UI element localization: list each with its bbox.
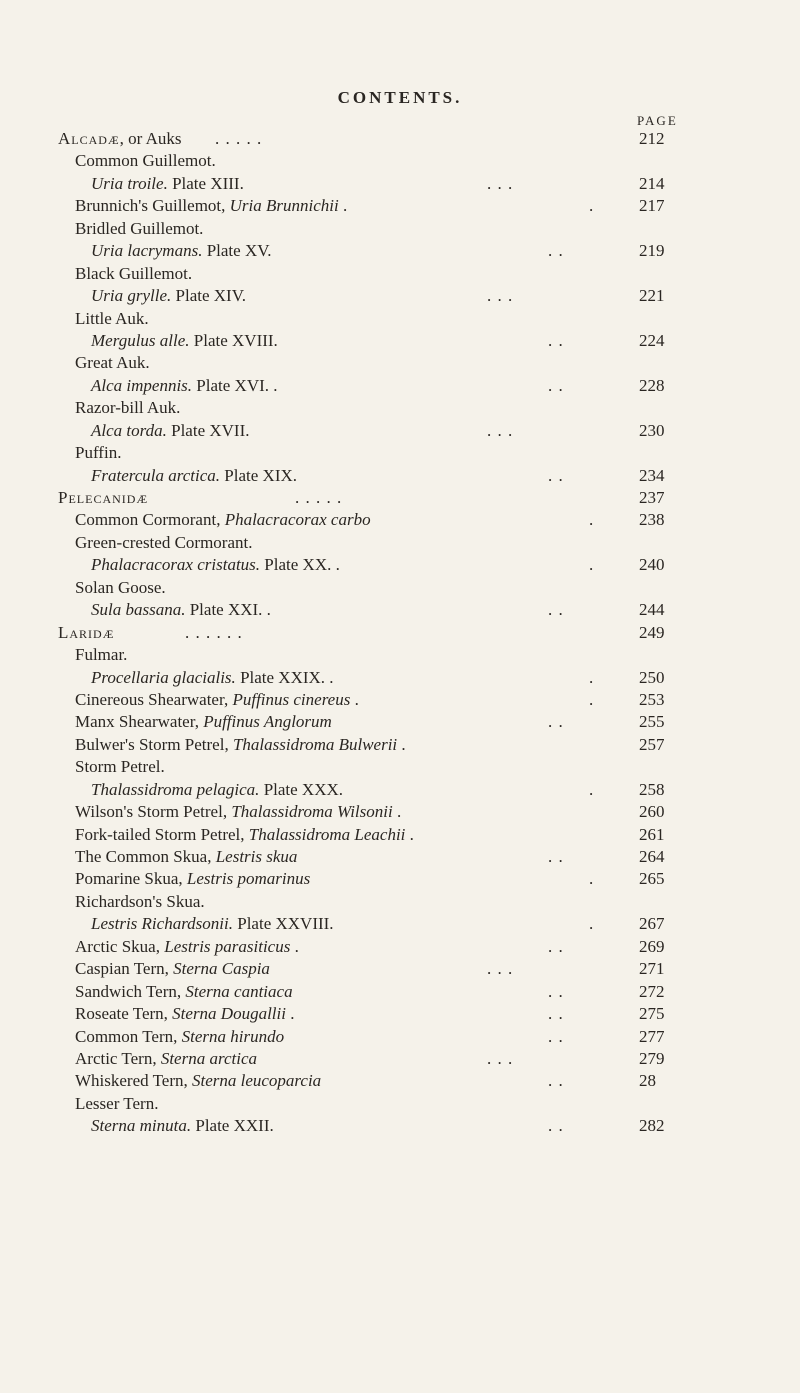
page-number: 269 (639, 936, 665, 956)
latin-name: Uria grylle. (91, 286, 172, 306)
entry-text: Plate XIX. (220, 465, 298, 485)
entry-text: Green-crested Cormorant. (75, 532, 253, 552)
entry-title (91, 173, 244, 195)
page-number: 238 (639, 510, 665, 530)
entry-title (75, 577, 166, 599)
entry-text: Lesser Tern. (75, 1093, 159, 1113)
entry-text: Wilson's Storm Petrel, (75, 802, 232, 822)
entry-title (91, 1115, 274, 1137)
latin-name: Alca impennis. (91, 375, 193, 395)
leader-dots: . (589, 914, 595, 934)
leader-dots: . . . (487, 420, 514, 440)
latin-name: Thalassidroma Wilsonii (231, 802, 393, 822)
entry-text: Bulwer's Storm Petrel, (75, 734, 233, 754)
leader-dots: . . (548, 936, 564, 956)
entry-text: Plate XXVIII. (233, 914, 334, 934)
leader-dots: . . (548, 712, 564, 732)
leader-dots: . . . (487, 1048, 514, 1068)
entry-text: Plate XVII. (166, 420, 250, 440)
entry-title (75, 958, 270, 980)
entry-title (91, 285, 246, 307)
entry-text: Common Tern, (75, 1026, 182, 1046)
contents-row (0, 420, 800, 442)
entry-text: . (392, 802, 402, 822)
contents-row (0, 644, 800, 666)
page-number: 228 (639, 375, 665, 395)
page-number: 253 (639, 689, 665, 709)
leader-dots: . . . (487, 959, 514, 979)
entry-title (75, 644, 127, 666)
leader-dots: . . . . . . (185, 622, 243, 642)
entry-title (75, 868, 310, 890)
entry-text: . (338, 196, 348, 216)
leader-dots: . (589, 779, 595, 799)
contents-row (0, 218, 800, 240)
page-number: 244 (639, 600, 665, 620)
entry-text: Pomarine Skua, (75, 869, 187, 889)
entry-text: Plate XVI. . (192, 375, 278, 395)
leader-dots: . . (548, 1026, 564, 1046)
latin-name: Lestris pomarinus (186, 869, 311, 889)
contents-row (0, 622, 800, 644)
entry-text: . (290, 936, 299, 956)
entry-title (58, 128, 182, 150)
contents-row (0, 1115, 800, 1137)
leader-dots: . . (548, 1116, 564, 1136)
contents-row (0, 285, 800, 307)
entry-title (91, 554, 340, 576)
entry-text: Razor-bill Auk. (75, 398, 181, 418)
latin-name: Lestris Richardsonii. (91, 914, 233, 934)
contents-row (0, 711, 800, 733)
entry-text: Arctic Tern, (75, 1048, 161, 1068)
contents-row (0, 801, 800, 823)
entry-title (75, 263, 192, 285)
latin-name: Sterna hirundo (181, 1026, 285, 1046)
entry-title (75, 1003, 294, 1025)
latin-name: Thalassidroma Bulwerii (232, 734, 398, 754)
page-number: 275 (639, 1004, 665, 1024)
entry-title (75, 756, 165, 778)
leader-dots: . (589, 667, 595, 687)
entry-title (75, 352, 150, 374)
leader-dots: . . (548, 847, 564, 866)
page-number: 240 (639, 555, 665, 575)
latin-name: Sterna leucoparcia (191, 1071, 322, 1091)
entry-text: Plate XXX. (259, 779, 344, 799)
entry-text: Plate XVIII. (189, 330, 278, 350)
latin-name: Uria lacrymans. (91, 241, 203, 261)
entry-title (75, 891, 205, 913)
entry-title (75, 801, 401, 823)
latin-name: Fratercula arctica. (91, 465, 221, 485)
contents-row (0, 824, 800, 846)
leader-dots: . (589, 689, 595, 709)
contents-row (0, 487, 800, 509)
entry-text: Roseate Tern, (75, 1004, 173, 1024)
leader-dots: . . (548, 241, 564, 261)
entry-title (91, 779, 343, 801)
contents-row (0, 375, 800, 397)
latin-name: Puffinus cinereus (232, 689, 351, 709)
entry-title (91, 420, 250, 442)
leader-dots: . . . . . (295, 488, 343, 507)
contents-row (0, 465, 800, 487)
entry-text: . (405, 824, 414, 844)
entry-text: Little Auk. (75, 308, 149, 328)
page-number: 272 (639, 981, 665, 1001)
latin-name: Sterna Caspia (173, 959, 270, 979)
page-number: 234 (639, 465, 665, 485)
page-number: 214 (639, 173, 665, 193)
entry-title (75, 711, 332, 733)
leader-dots: . (589, 510, 595, 530)
page-number: 224 (639, 330, 665, 350)
entry-title (75, 308, 149, 330)
contents-row (0, 554, 800, 576)
entry-text: Plate XX. . (260, 555, 340, 575)
page-number: 277 (639, 1026, 665, 1046)
leader-dots: . . . (487, 173, 514, 193)
entry-text: Pelecanidæ (58, 488, 149, 507)
page-number: 237 (639, 488, 665, 507)
contents-row (0, 352, 800, 374)
contents-row (0, 958, 800, 980)
entry-title (91, 599, 271, 621)
entry-title (91, 330, 278, 352)
latin-name: Mergulus alle. (91, 330, 190, 350)
latin-name: Lestris parasiticus (164, 936, 291, 956)
entry-title (91, 240, 272, 262)
entry-text: Caspian Tern, (75, 959, 174, 979)
entry-text: Plate XXII. (191, 1116, 274, 1136)
contents-row (0, 846, 800, 868)
contents-list (0, 128, 800, 1138)
leader-dots: . (589, 196, 595, 216)
leader-dots: . . (548, 600, 564, 620)
page-number: 271 (639, 959, 665, 979)
leader-dots: . . (548, 465, 564, 485)
leader-dots: . . (548, 1071, 564, 1091)
page-number: 221 (639, 286, 665, 306)
entry-text: , or Auks (119, 129, 182, 148)
latin-name: Thalassidroma Leachii (248, 824, 406, 844)
page-heading: CONTENTS. (337, 88, 463, 107)
entry-text: Arctic Skua, (75, 936, 165, 956)
entry-title (75, 442, 121, 464)
contents-row (0, 442, 800, 464)
latin-name: Procellaria glacialis. (91, 667, 236, 687)
entry-title (75, 689, 359, 711)
contents-row (0, 756, 800, 778)
contents-row (0, 689, 800, 711)
entry-text: Sandwich Tern, (75, 981, 186, 1001)
page-number: 230 (639, 420, 665, 440)
latin-name: Puffinus Anglorum (203, 712, 332, 732)
page-number: 255 (639, 712, 665, 732)
entry-text: The Common Skua, (75, 847, 216, 866)
contents-row (0, 308, 800, 330)
entry-text: Common Cormorant, (75, 510, 225, 530)
page-number: 264 (639, 847, 665, 866)
entry-title (91, 913, 334, 935)
page-number: 257 (639, 734, 665, 754)
entry-text: . (397, 734, 406, 754)
leader-dots: . . (548, 330, 564, 350)
entry-title (75, 734, 406, 756)
page-number: 212 (639, 129, 665, 148)
page-number: 28 (639, 1071, 656, 1091)
latin-name: Thalassidroma pelagica. (91, 779, 260, 799)
contents-row (0, 240, 800, 262)
entry-title (75, 195, 347, 217)
entry-title (75, 218, 203, 240)
contents-row (0, 1003, 800, 1025)
contents-row (0, 577, 800, 599)
contents-row (0, 195, 800, 217)
entry-text: Storm Petrel. (75, 757, 165, 777)
page-number: 258 (639, 779, 665, 799)
contents-row (0, 779, 800, 801)
entry-text: Plate XXI. . (185, 600, 271, 620)
contents-row (0, 981, 800, 1003)
entry-title (58, 487, 148, 509)
page-number: 267 (639, 914, 665, 934)
entry-title (75, 509, 371, 531)
contents-row (0, 599, 800, 621)
entry-title (75, 1026, 284, 1048)
entry-title (91, 667, 334, 689)
entry-text: Alcadæ (58, 129, 120, 148)
latin-name: Sterna minuta. (91, 1116, 192, 1136)
contents-row (0, 397, 800, 419)
entry-text: Richardson's Skua. (75, 891, 205, 911)
leader-dots: . . (548, 375, 564, 395)
page-number: 250 (639, 667, 665, 687)
entry-title (75, 532, 252, 554)
leader-dots: . (589, 555, 595, 575)
entry-title (91, 465, 297, 487)
entry-text: Great Auk. (75, 353, 150, 373)
entry-title (75, 824, 414, 846)
contents-row (0, 891, 800, 913)
page-column-label: PAGE (637, 113, 678, 128)
contents-row (0, 509, 800, 531)
contents-row (0, 913, 800, 935)
entry-text: Manx Shearwater, (75, 712, 204, 732)
latin-name: Phalacracorax cristatus. (91, 555, 261, 575)
page-number: 219 (639, 241, 665, 261)
page-number: 265 (639, 869, 665, 889)
entry-title (75, 1070, 321, 1092)
contents-row (0, 532, 800, 554)
entry-title (75, 936, 299, 958)
page-number: 249 (639, 622, 665, 642)
contents-row (0, 1093, 800, 1115)
contents-row (0, 868, 800, 890)
entry-text: Puffin. (75, 443, 122, 463)
page-number: 261 (639, 824, 665, 844)
leader-dots: . . . . . (215, 129, 263, 148)
entry-text: . (285, 1004, 295, 1024)
contents-row (0, 1070, 800, 1092)
page-number: 279 (639, 1048, 665, 1068)
entry-text: Solan Goose. (75, 577, 166, 597)
entry-text: Bridled Guillemot. (75, 218, 204, 238)
entry-text: Plate XXIX. . (235, 667, 334, 687)
entry-text: Cinereous Shearwater, (75, 689, 233, 709)
entry-text: Plate XV. (202, 241, 272, 261)
page-number: 282 (639, 1116, 665, 1136)
latin-name: Sula bassana. (91, 600, 186, 620)
leader-dots: . (589, 869, 595, 889)
leader-dots: . . . (487, 286, 514, 306)
latin-name: Phalacracorax carbo (224, 510, 371, 530)
entry-title (75, 397, 180, 419)
entry-title (75, 846, 297, 868)
latin-name: Sterna Dougallii (172, 1004, 286, 1024)
latin-name: Uria Brunnichii (229, 196, 339, 216)
contents-row (0, 150, 800, 172)
entry-text: Fulmar. (75, 645, 128, 665)
latin-name: Alca torda. (91, 420, 167, 440)
entry-title (75, 1093, 158, 1115)
contents-row (0, 330, 800, 352)
latin-name: Sterna cantiaca (185, 981, 293, 1001)
latin-name: Lestris skua (215, 847, 298, 866)
contents-row (0, 128, 800, 150)
contents-row (0, 1026, 800, 1048)
contents-row (0, 734, 800, 756)
entry-title (75, 150, 216, 172)
entry-title (58, 622, 114, 644)
latin-name: Sterna arctica (160, 1048, 257, 1068)
entry-text: Brunnich's Guillemot, (75, 196, 230, 216)
entry-text: Common Guillemot. (75, 151, 216, 171)
entry-title (75, 981, 293, 1003)
entry-text: Laridæ (58, 622, 115, 642)
entry-text: Black Guillemot. (75, 263, 193, 283)
entry-title (91, 375, 278, 397)
entry-title (75, 1048, 257, 1070)
entry-text: Fork-tailed Storm Petrel, (75, 824, 249, 844)
latin-name: Uria troile. (91, 173, 168, 193)
contents-row (0, 263, 800, 285)
page-number: 217 (639, 196, 665, 216)
page-number: 260 (639, 802, 665, 822)
entry-text: . (350, 689, 359, 709)
contents-row (0, 1048, 800, 1070)
contents-row (0, 936, 800, 958)
entry-text: Plate XIV. (171, 286, 247, 306)
entry-text: Plate XIII. (167, 173, 244, 193)
contents-row (0, 667, 800, 689)
leader-dots: . . (548, 981, 564, 1001)
leader-dots: . . (548, 1004, 564, 1024)
contents-row (0, 173, 800, 195)
entry-text: Whiskered Tern, (75, 1071, 192, 1091)
